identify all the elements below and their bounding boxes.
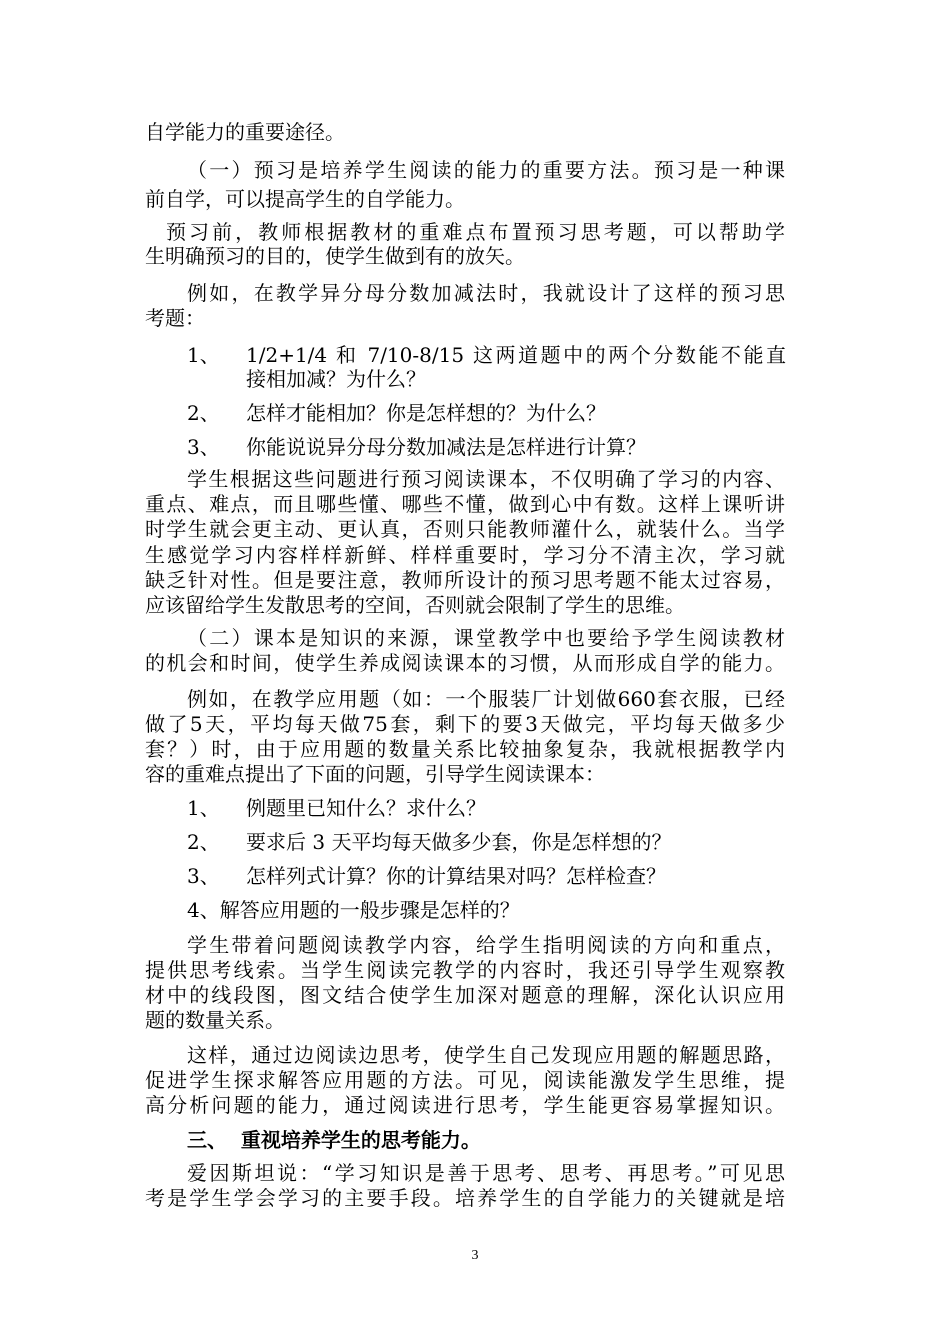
paragraph-line: 做了5天，平均每天做75套，剩下的要3天做完，平均每天做多少 — [145, 712, 785, 736]
paragraph-line: 套？）时，由于应用题的数量关系比较抽象复杂，我就根据教学内 — [145, 737, 785, 761]
paragraph-line: 例如，在教学异分母分数加减法时，我就设计了这样的预习思 — [187, 281, 785, 305]
paragraph-line: 容的重难点提出了下面的问题，引导学生阅读课本： — [145, 762, 605, 786]
paragraph-line: 生明确预习的目的，使学生做到有的放矢。 — [145, 244, 525, 268]
list-item-text: 要求后 3 天平均每天做多少套，你是怎样想的？ — [246, 830, 672, 854]
page-number: 3 — [471, 1248, 479, 1263]
paragraph-line: 时学生就会更主动、更认真，否则只能教师灌什么，就装什么。当学 — [145, 517, 785, 541]
paragraph-line: （二）课本是知识的来源，课堂教学中也要给予学生阅读教材 — [187, 626, 785, 650]
list-item-text: 你能说说异分母分数加减法是怎样进行计算？ — [246, 435, 646, 459]
paragraph-line: 高分析问题的能力，通过阅读进行思考，学生能更容易掌握知识。 — [145, 1093, 785, 1117]
paragraph-line: 学生带着问题阅读教学内容，给学生指明阅读的方向和重点， — [187, 933, 785, 957]
list-item-text: 1/2+1/4 和 7/10-8/15 这两道题中的两个分数能不能直 — [246, 343, 786, 367]
paragraph-line: 考是学生学会学习的主要手段。培养学生的自学能力的关键就是培 — [145, 1186, 785, 1210]
list-number: 1、 — [187, 796, 220, 820]
list-number: 2、 — [187, 830, 220, 854]
paragraph-line: 爱因斯坦说：“学习知识是善于思考、思考、再思考。”可见思 — [187, 1161, 785, 1185]
paragraph-line: 促进学生探求解答应用题的方法。可见，阅读能激发学生思维，提 — [145, 1068, 785, 1092]
section-heading: 三、 重视培养学生的思考能力。 — [187, 1128, 481, 1152]
list-item-text: 怎样列式计算？你的计算结果对吗？怎样检查？ — [246, 864, 666, 888]
list-item-text: 怎样才能相加？你是怎样想的？为什么？ — [246, 401, 606, 425]
paragraph-line: 提供思考线索。当学生阅读完教学的内容时，我还引导学生观察教 — [145, 958, 785, 982]
paragraph-line: 生感觉学习内容样样新鲜、样样重要时，学习分不清主次，学习就 — [145, 543, 785, 567]
list-item-text: 接相加减？为什么？ — [246, 367, 426, 391]
paragraph-line: 应该留给学生发散思考的空间，否则就会限制了学生的思维。 — [145, 593, 685, 617]
paragraph-line: 这样，通过边阅读边思考，使学生自己发现应用题的解题思路， — [187, 1043, 785, 1067]
paragraph-line: 重点、难点，而且哪些懂、哪些不懂，做到心中有数。这样上课听讲 — [145, 492, 785, 516]
list-number: 3、 — [187, 864, 220, 888]
paragraph-line: 例如，在教学应用题（如：一个服装厂计划做660套衣服，已经 — [187, 687, 785, 711]
list-number: 2、 — [187, 401, 220, 425]
list-number: 3、 — [187, 435, 220, 459]
paragraph-line: 的机会和时间，使学生养成阅读课本的习惯，从而形成自学的能力。 — [145, 651, 785, 675]
paragraph-line: 自学能力的重要途径。 — [145, 120, 345, 144]
paragraph-line: 考题： — [145, 306, 205, 330]
paragraph-line: 题的数量关系。 — [145, 1008, 285, 1032]
list-item-text: 例题里已知什么？求什么？ — [246, 796, 486, 820]
paragraph-line: 材中的线段图，图文结合使学生加深对题意的理解，深化认识应用 — [145, 983, 785, 1007]
list-number: 1、 — [187, 343, 220, 367]
paragraph-line: 学生根据这些问题进行预习阅读课本，不仅明确了学习的内容、 — [187, 467, 785, 491]
paragraph-line: 前自学，可以提高学生的自学能力。 — [145, 187, 465, 211]
paragraph-line: 缺乏针对性。但是要注意，教师所设计的预习思考题不能太过容易， — [145, 568, 785, 592]
paragraph-line: 预习前，教师根据教材的重难点布置预习思考题，可以帮助学 — [166, 220, 785, 244]
paragraph-line: 4、解答应用题的一般步骤是怎样的？ — [187, 898, 520, 922]
paragraph-line: （一）预习是培养学生阅读的能力的重要方法。预习是一种课 — [187, 158, 785, 182]
